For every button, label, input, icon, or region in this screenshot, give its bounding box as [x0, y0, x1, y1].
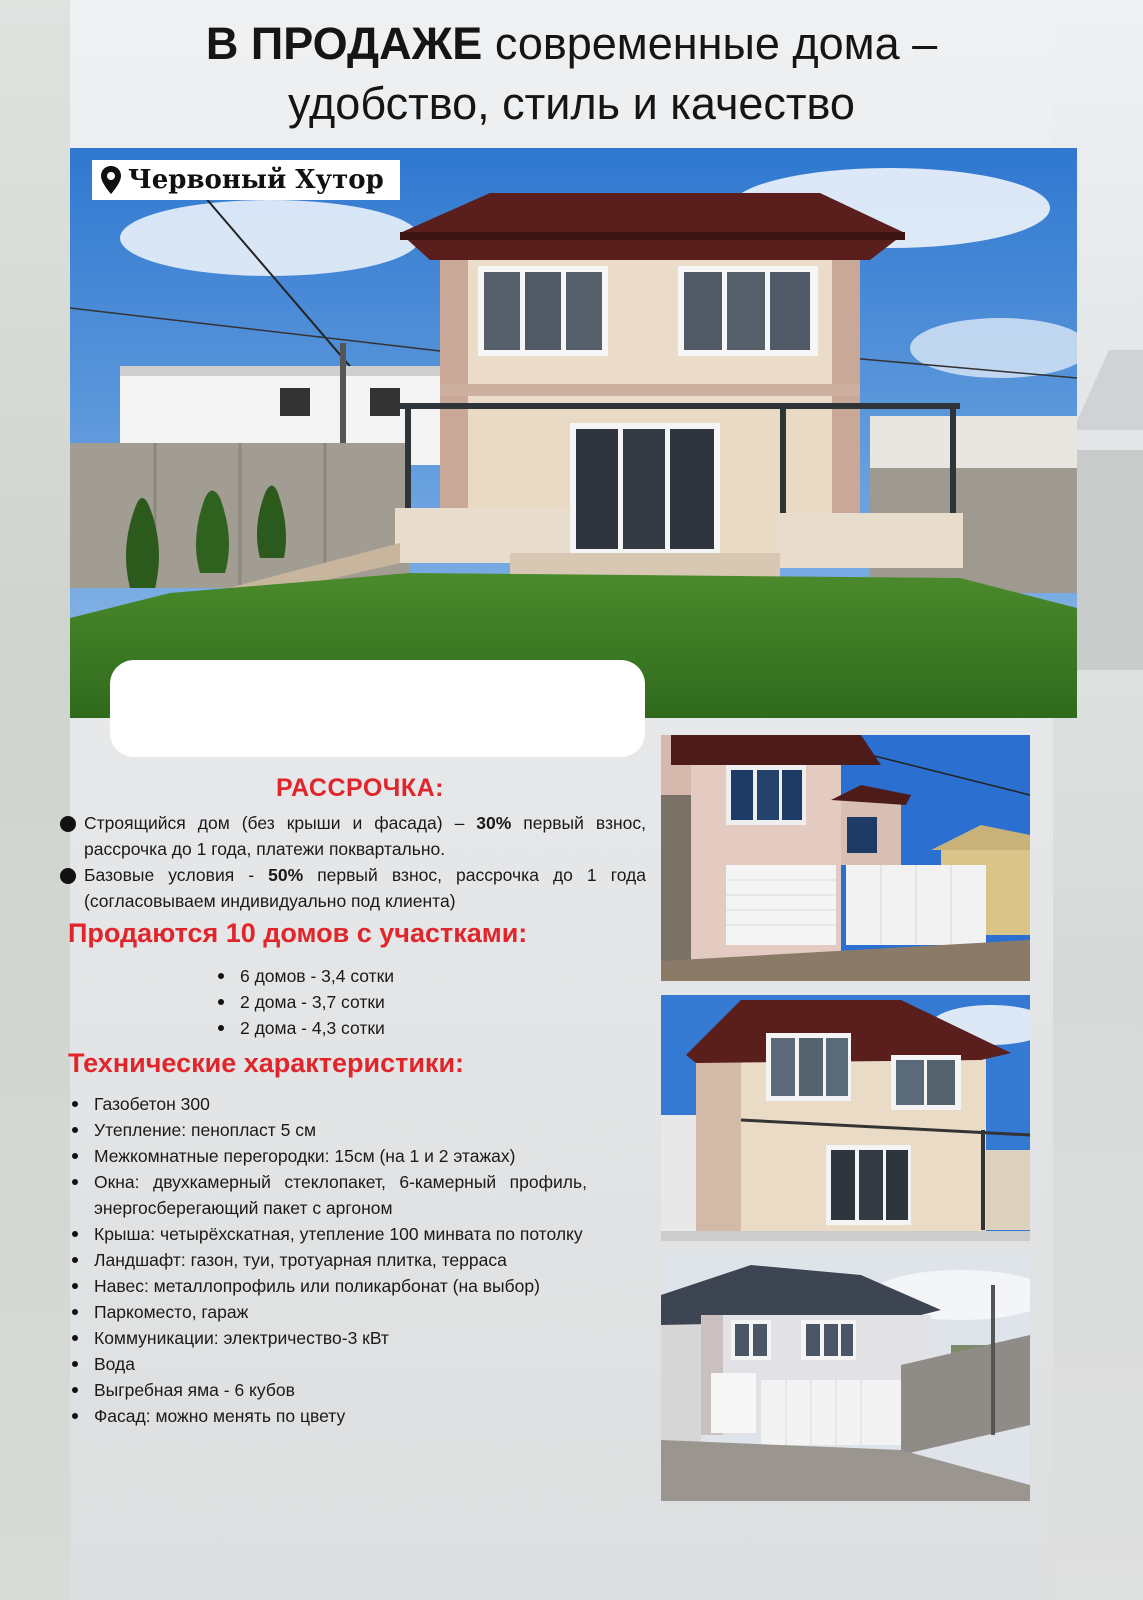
installment-item [60, 810, 646, 862]
map-pin-icon [100, 165, 122, 195]
installment-list [60, 810, 646, 914]
bullet-dot [60, 868, 76, 884]
main-house-photo [70, 148, 1077, 718]
background-roof [1073, 350, 1143, 430]
lot-item: 2 дома - 4,3 сотки [218, 1015, 394, 1041]
house-photo-garage [661, 735, 1030, 981]
spec-item: Выгребная яма - 6 кубов [72, 1377, 587, 1403]
tech-specs-list [72, 1091, 587, 1429]
installment-item-text: первый взнос, рассрочка до 1 года (согласовываем индивидуально под клиента) [84, 865, 646, 911]
page-title [0, 14, 1143, 134]
spec-item: Коммуникации: электричество-3 кВт [72, 1325, 587, 1351]
tech-specs-title: Технические характеристики: [68, 1048, 465, 1078]
lots-list [218, 963, 394, 1041]
installment-item-percent: 30% [476, 813, 512, 833]
installment-item-percent: 50% [268, 865, 304, 885]
location-tag [92, 160, 400, 200]
installment-item-text: Базовые условия - [84, 865, 269, 885]
title-line1: современные дома – [494, 18, 938, 69]
house-photo-gray-roof [661, 1255, 1030, 1501]
lot-item: 2 дома - 3,7 сотки [218, 989, 394, 1015]
title-line2: удобство, стиль и качество [288, 78, 855, 129]
spec-item: Межкомнатные перегородки: 15см (на 1 и 2 этажах) [72, 1143, 587, 1169]
spec-item: Окна: двухкамерный стеклопакет, 6-камерный профиль, энергосберегающий пакет с аргоном [72, 1169, 587, 1221]
installment-item [60, 862, 646, 914]
spec-item: Вода [72, 1351, 587, 1377]
spec-item: Фасад: можно менять по цвету [72, 1403, 587, 1429]
price-redacted-block [110, 660, 645, 757]
spec-item: Паркоместо, гараж [72, 1299, 587, 1325]
bullet-dot [60, 816, 76, 832]
installment-title: РАССРОЧКА: [275, 774, 444, 802]
lot-item: 6 домов - 3,4 сотки [218, 963, 394, 989]
spec-item: Навес: металлопрофиль или поликарбонат (на выбор) [72, 1273, 587, 1299]
location-label: Червоный Хутор [128, 165, 384, 195]
houses-title: Продаются 10 домов с участками: [68, 918, 528, 948]
installment-item-text: первый взнос, рассрочка до 1 года, платежи поквартально. [84, 813, 647, 859]
spec-item: Газобетон 300 [72, 1091, 587, 1117]
title-bold: В ПРОДАЖЕ [205, 18, 483, 69]
house-photo-terrace [661, 995, 1030, 1241]
installment-item-text: Строящийся дом (без крыши и фасада) – [84, 813, 477, 833]
spec-item: Утепление: пенопласт 5 см [72, 1117, 587, 1143]
spec-item: Ландшафт: газон, туи, тротуарная плитка, терраса [72, 1247, 587, 1273]
spec-item: Крыша: четырёхскатная, утепление 100 минвата по потолку [72, 1221, 587, 1247]
